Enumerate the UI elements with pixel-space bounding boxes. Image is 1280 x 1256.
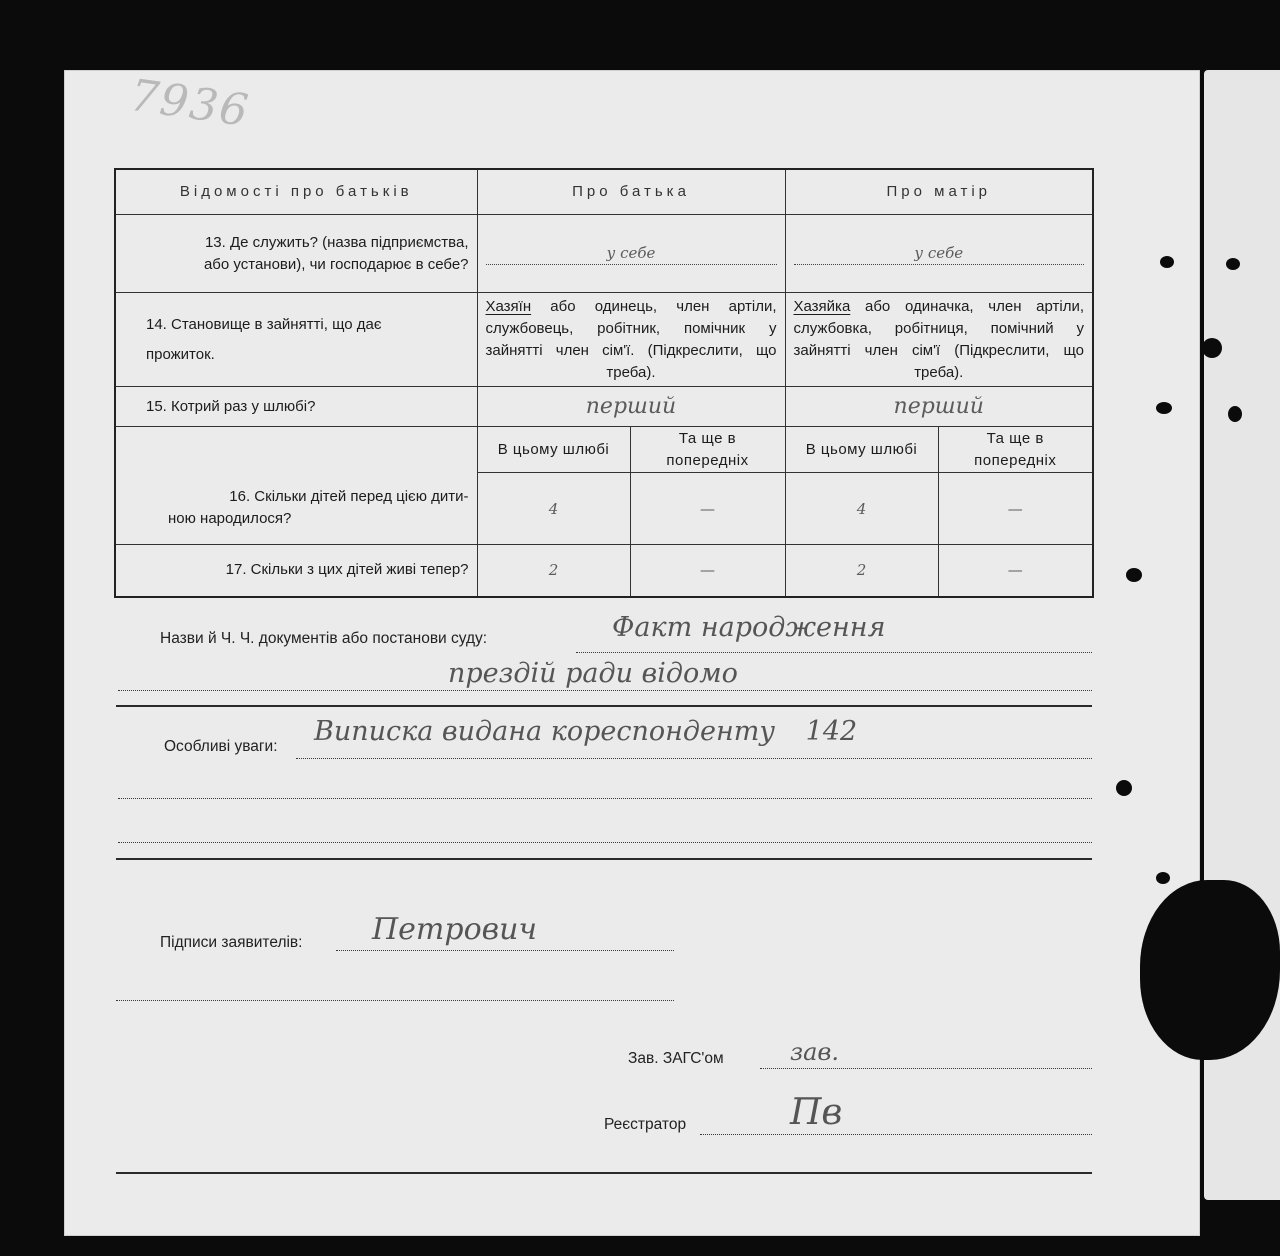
- mother-this-marriage-header: В цьому шлюбі: [785, 427, 938, 473]
- signatures-label: Підписи заявителів:: [160, 934, 303, 951]
- q13-line2: або установи), чи господарює в себе?: [203, 255, 469, 273]
- q17-father-prev: —: [630, 545, 785, 597]
- q13-label: [115, 215, 477, 293]
- documents-label: Назви й Ч. Ч. документів або постанови суду:: [160, 630, 488, 647]
- q16-line2: ною народилося?: [168, 510, 292, 527]
- header-mother: Про матір: [785, 169, 1093, 215]
- punch-hole: [1116, 780, 1132, 796]
- q14-mother-options: [785, 293, 1093, 387]
- signatures-dotted-line-1: [336, 950, 674, 951]
- q15-label: 15. Котрий раз у шлюбі?: [115, 387, 477, 427]
- q16-line1: 16. Скільки дітей перед цією дити-: [229, 488, 469, 505]
- header-parents-info: Відомості про батьків: [115, 169, 477, 215]
- q14-father-selected: Хазяїн: [485, 297, 532, 315]
- q14-father-note: (Підкреслити, що треба).: [606, 341, 777, 381]
- punch-hole: [1160, 256, 1174, 268]
- punch-hole: [1126, 568, 1142, 582]
- q14-mother-rest: або одиначка, член артіли, службовка, робітниця, помічний у зайнятті член сім'ї: [793, 297, 1085, 359]
- row-q16-subheaders: [115, 427, 1093, 473]
- archive-number: 7936: [127, 69, 253, 138]
- row-q13: [115, 215, 1093, 293]
- punch-hole: [1226, 258, 1240, 270]
- q16-mother-prev: —: [938, 473, 1093, 545]
- documents-handwritten-1: Факт народження: [612, 612, 886, 643]
- q14-mother-selected: Хазяйка: [793, 297, 851, 315]
- q14-father-rest: або одинець, член артіли, службовець, робітник, помічник у зайнятті член сім'ї.: [485, 297, 777, 359]
- documents-rule: [116, 705, 1092, 707]
- q17-mother-prev: —: [938, 545, 1093, 597]
- q16-father-this: 4: [477, 473, 630, 545]
- father-previous-header: Та ще в попередніх: [630, 427, 785, 473]
- q17-mother-this: 2: [785, 545, 938, 597]
- punch-hole: [1156, 872, 1170, 884]
- remarks-handwritten: [314, 716, 857, 747]
- q13-line1: 13. Де служить? (назва підприємства,: [204, 233, 469, 251]
- remarks-rule: [116, 858, 1092, 860]
- signatures-handwritten: Петрович: [372, 912, 538, 947]
- documents-dotted-line-2: [118, 690, 1092, 691]
- row-q17: [115, 545, 1093, 597]
- documents-handwritten-2: прездій ради відомо: [448, 658, 738, 689]
- q13-father-answer: у себе: [477, 215, 785, 293]
- bottom-rule: [116, 1172, 1092, 1174]
- q14-mother-note: (Підкреслити, що треба).: [914, 341, 1084, 381]
- mother-previous-header: Та ще в попередніх: [938, 427, 1093, 473]
- header-father: Про батька: [477, 169, 785, 215]
- q16-father-prev: —: [630, 473, 785, 545]
- punch-hole: [1156, 402, 1172, 414]
- q16-mother-this: 4: [785, 473, 938, 545]
- zags-head-dotted-line: [760, 1068, 1092, 1069]
- registrar-dotted-line: [700, 1134, 1092, 1135]
- zags-head-handwritten: зав.: [790, 1038, 839, 1066]
- registrar-signature: Пв: [790, 1092, 843, 1133]
- q15-mother-answer: перший: [785, 387, 1093, 427]
- row-q14: [115, 293, 1093, 387]
- torn-hole: [1140, 880, 1280, 1060]
- registrar-label: Реєстратор: [604, 1116, 687, 1133]
- punch-hole: [1202, 338, 1222, 358]
- remarks-dotted-line-2: [118, 798, 1092, 799]
- q14-line1: 14. Становище в зайнятті, що дає: [146, 315, 382, 333]
- row-q15: [115, 387, 1093, 427]
- q17-label: 17. Скільки з цих дітей живі тепер?: [115, 545, 477, 597]
- table-header-row: [115, 169, 1093, 215]
- father-this-marriage-header: В цьому шлюбі: [477, 427, 630, 473]
- remarks-dotted-line-3: [118, 842, 1092, 843]
- remarks-dotted-line-1: [296, 758, 1092, 759]
- remarks-handwritten-text: Виписка видана кореспонденту: [314, 716, 776, 747]
- q14-label: [115, 293, 477, 387]
- punch-hole: [1228, 406, 1242, 422]
- q14-line2: прожиток.: [146, 345, 215, 363]
- q16-label: [115, 427, 477, 545]
- q13-mother-answer: у себе: [785, 215, 1093, 293]
- parents-info-table: [114, 168, 1094, 598]
- remarks-handwritten-number: 142: [805, 716, 858, 747]
- signatures-dotted-line-2: [116, 1000, 674, 1001]
- q15-father-answer: перший: [477, 387, 785, 427]
- remarks-label: Особливі уваги:: [164, 738, 278, 755]
- documents-dotted-line-1: [576, 652, 1092, 653]
- zags-head-label: Зав. ЗАГС'ом: [628, 1050, 724, 1067]
- q17-father-this: 2: [477, 545, 630, 597]
- q14-father-options: [477, 293, 785, 387]
